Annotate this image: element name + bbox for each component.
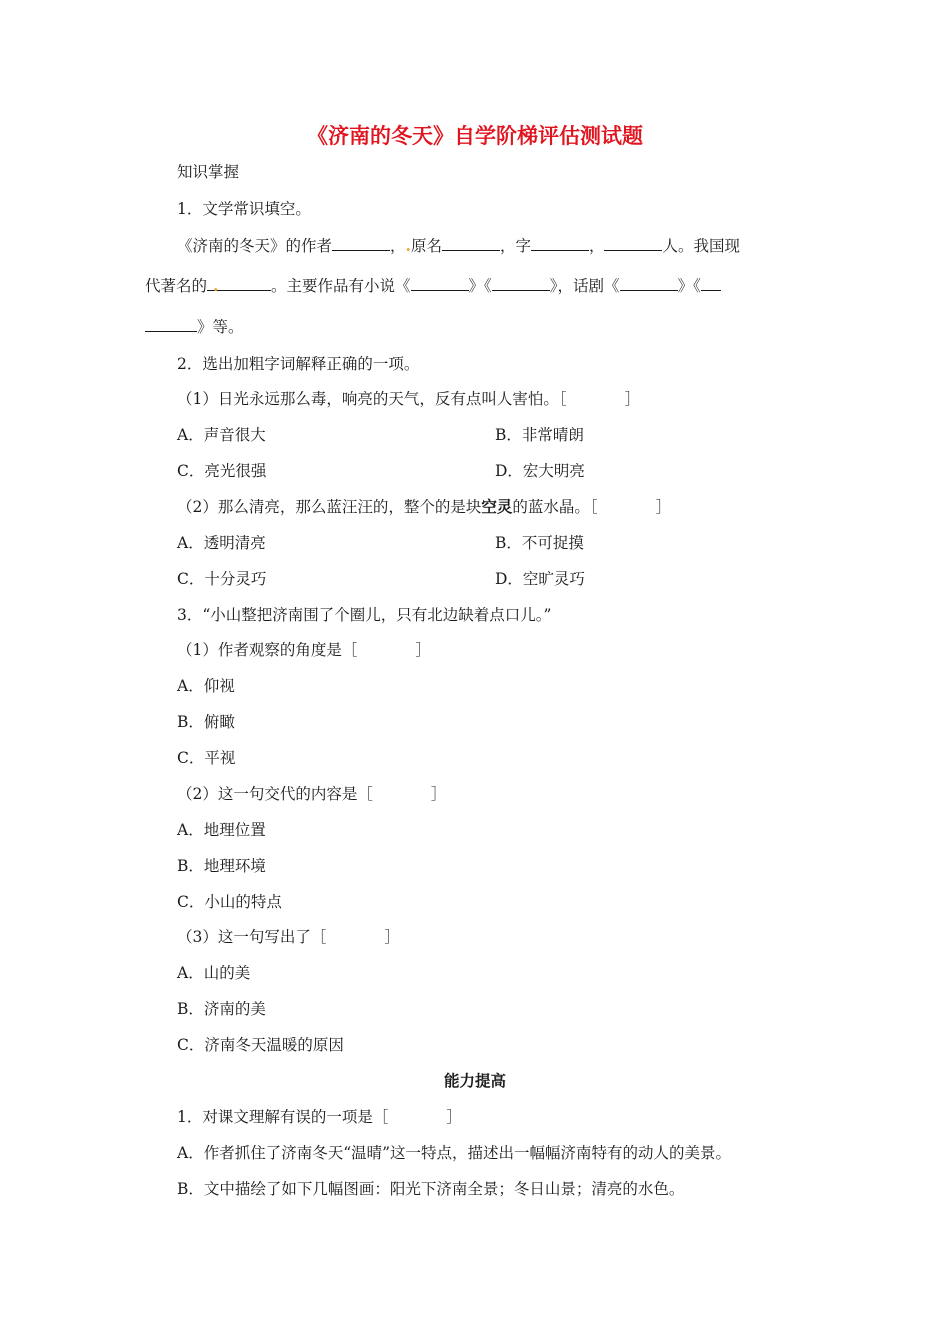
blank-novel-2 [492, 274, 550, 291]
emphasis-mark: . [405, 236, 411, 255]
q3-sub3-text: （3）这一句写出了［ [177, 928, 327, 946]
option: D．宏大明亮 [495, 462, 585, 480]
q1-text: ，字 [499, 237, 531, 255]
blank-author [332, 234, 390, 251]
blank-courtesy-name [531, 234, 589, 251]
p1-stem-text: 1．对课文理解有误的一项是［ [177, 1108, 389, 1126]
bold-term: 空灵 [481, 498, 513, 516]
q2-sub1 [177, 387, 640, 411]
blank-drama-2 [701, 274, 721, 291]
section-heading-knowledge: 知识掌握 [177, 163, 240, 181]
option: A．地理位置 [177, 821, 266, 839]
document-title: 《济南的冬天》自学阶梯评估测试题 [307, 124, 643, 148]
q1-text: 代著名的 [145, 277, 208, 295]
option: C．亮光很强 [177, 462, 267, 480]
q1-text: ， [588, 237, 605, 255]
option: B．非常晴朗 [495, 426, 584, 444]
q3-sub3 [177, 925, 400, 949]
q3-stem: 3．“小山整把济南围了个圈儿，只有北边缺着点口儿。” [177, 606, 552, 624]
q2-sub2-text: （2）那么清亮，那么蓝汪汪的，整个的是块 [177, 498, 482, 516]
bracket-close: ］ [415, 641, 431, 659]
option: B．济南的美 [177, 1000, 266, 1018]
q1-text: 《济南的冬天》的作者 [177, 237, 333, 255]
q1-text: 》等。 [197, 318, 244, 336]
section-heading-ability: 能力提高 [443, 1072, 506, 1090]
option: B．文中描绘了如下几幅图画：阳光下济南全景；冬日山景；清亮的水色。 [177, 1180, 685, 1198]
q1-text: ， [390, 237, 406, 255]
q1-line-2 [145, 274, 721, 298]
q2-sub2 [177, 495, 671, 519]
q1-text: 人。我国现 [662, 237, 740, 255]
q2-stem: 2．选出加粗字词解释正确的一项。 [177, 355, 420, 373]
option: A．声音很大 [177, 426, 266, 444]
q1-line-3 [145, 315, 244, 339]
q2-sub1-text: （1）日光永远那么毒，响亮的天气，反有点叫人害怕。［ [177, 390, 567, 408]
bracket-close: ］ [624, 390, 641, 408]
p1-stem [177, 1105, 462, 1129]
blank-hometown [604, 234, 662, 251]
option: D．空旷灵巧 [495, 570, 585, 588]
blank-novel-1 [411, 274, 469, 291]
option: C．平视 [177, 749, 236, 767]
q1-text: 原名 [410, 237, 442, 255]
q3-sub2-text: （2）这一句交代的内容是［ [177, 785, 373, 803]
q2-sub2-text: 的蓝水晶。［ [512, 498, 598, 516]
bracket-close: ］ [430, 785, 447, 803]
option: B．俯瞰 [177, 713, 235, 731]
option: C．十分灵巧 [177, 570, 267, 588]
q1-text: 》，话剧《 [549, 277, 620, 295]
q1-text: 》《 [677, 277, 701, 295]
bracket-close: ］ [655, 498, 672, 516]
option: B．不可捉摸 [495, 534, 584, 552]
option: A．透明清亮 [177, 534, 266, 552]
bracket-close: ］ [446, 1108, 462, 1126]
emphasis-mark: . [213, 276, 219, 295]
blank-original-name [442, 234, 500, 251]
q3-sub1-text: （1）作者观察的角度是［ [177, 641, 358, 659]
option: A．山的美 [177, 964, 251, 982]
option: C．济南冬天温暖的原因 [177, 1036, 344, 1054]
blank-drama-1 [620, 274, 678, 291]
option: B．地理环境 [177, 857, 266, 875]
blank-drama-2-cont [145, 315, 197, 332]
option: A．作者抓住了济南冬天“温晴”这一特点，描述出一幅幅济南特有的动人的美景。 [177, 1144, 732, 1162]
q1-text: 》《 [468, 277, 492, 295]
q3-sub1 [177, 638, 431, 662]
blank-identity [207, 274, 271, 295]
q3-sub2 [177, 782, 446, 806]
option: C．小山的特点 [177, 893, 282, 911]
q1-text: 。主要作品有小说《 [271, 277, 411, 295]
q1-line-1 [177, 234, 740, 258]
option: A．仰视 [177, 677, 235, 695]
bracket-close: ］ [384, 928, 400, 946]
q1-stem: 1．文学常识填空。 [177, 200, 311, 218]
